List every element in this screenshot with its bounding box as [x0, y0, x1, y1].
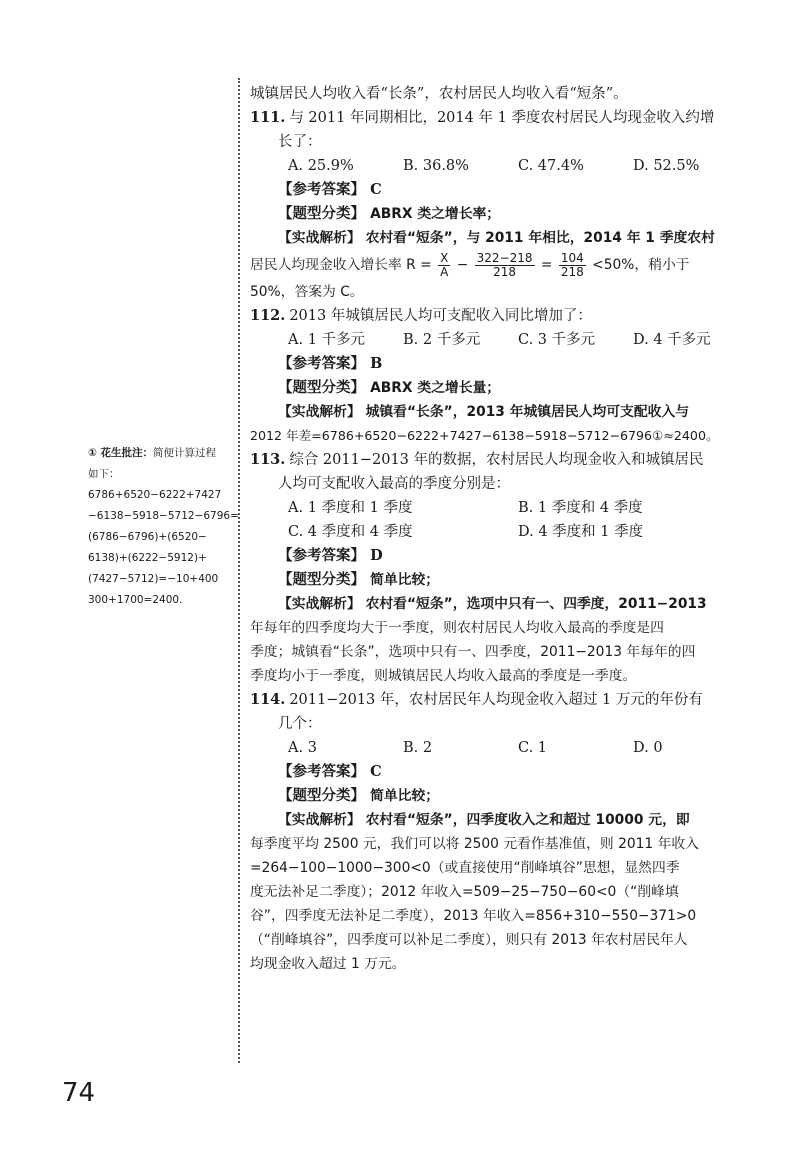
type-113: 【题型分类】 简单比较； — [278, 571, 440, 588]
option-b: B. 1 季度和 4 季度 — [518, 500, 643, 516]
option-a: A. 3 — [288, 740, 317, 756]
option-b: B. 36.8% — [403, 158, 469, 174]
option-d: D. 0 — [633, 740, 663, 756]
page-number: 74 — [62, 1078, 96, 1108]
type-111: 【题型分类】 ABRX 类之增长率； — [278, 205, 501, 222]
analysis-114: 【实战解析】 农村看“短条”，四季度收入之和超过 10000 元，即 — [278, 812, 690, 828]
answer-111: 【参考答案】 C — [278, 181, 382, 198]
option-b: B. 2 千多元 — [403, 332, 481, 348]
question-112: 112. 2013 年城镇居民人均可支配收入同比增加了： — [250, 307, 592, 324]
type-114: 【题型分类】 简单比较； — [278, 787, 440, 804]
intro-line: 城镇居民人均收入看“长条”，农村居民人均收入看“短条”。 — [250, 86, 628, 102]
question-114: 114. 2011−2013 年，农村居民年人均现金收入超过 1 万元的年份有 — [250, 691, 703, 708]
answer-112: 【参考答案】 B — [278, 355, 383, 372]
type-112: 【题型分类】 ABRX 类之增长量； — [278, 379, 501, 396]
answer-113: 【参考答案】 D — [278, 547, 383, 564]
options-113 — [250, 496, 775, 520]
option-c: C. 1 — [518, 740, 548, 756]
analysis-112: 【实战解析】 城镇看“长条”，2013 年城镇居民人均可支配收入与 — [278, 404, 690, 420]
margin-note-label: ① 花生批注： — [88, 447, 154, 459]
option-c: C. 3 千多元 — [518, 332, 596, 348]
answer-114: 【参考答案】 C — [278, 763, 382, 780]
margin-note: ① 花生批注：简便计算过程 如下： 6786+6520−6222+7427 −6138−5918−5712−6796= (6786−6796)+(6520− 6138)+(6222−5912)+ (7427−5712)=−10+400 300+1700=2400. — [88, 447, 239, 606]
options-114 — [250, 736, 775, 760]
option-a: A. 1 千多元 — [288, 332, 366, 348]
question-111: 111. 与 2011 年同期相比，2014 年 1 季度农村居民人均现金收入约增 — [250, 109, 715, 126]
margin-divider — [238, 78, 240, 1063]
option-b: B. 2 — [403, 740, 433, 756]
fraction: $\frac{X}{A}$ — [440, 250, 449, 279]
fraction: $\frac{104}{218}$ — [560, 250, 584, 279]
option-c: C. 4 季度和 4 季度 — [288, 524, 413, 540]
analysis-111: 【实战解析】 农村看“短条”，与 2011 年相比，2014 年 1 季度农村 — [278, 230, 715, 246]
option-d: D. 4 千多元 — [633, 332, 711, 348]
option-a: A. 1 季度和 1 季度 — [288, 500, 413, 516]
main-content: 城镇居民人均收入看“长条”，农村居民人均收入看“短条”。 111. 与 2011 年同期相比，2014 年 1 季度农村居民人均现金收入约增 长了： A. 25.9% B. 36.8% C. 47.4% D. 52.5% 【参考答案】 C 【题型分类】 ABRX 类之增长率； 【实战解析】 农村看“短条”，与 2011 年相比，2014 年 1 季度农村 居民人均现金收入增长率 R = $\frac{X}{A}$ − $\frac{322-218}{218}$ = $\frac{104}{218}$ <50%，稍小于 50%，答案为 C。 112. 2013 年城镇居民人均可支配收入同比增加了： A. 1 千多元 B. 2 千多元 C. 3 千多元 D. 4 千多元 【参考答案】 B 【题型分类】 ABRX 类之增长量； 【实战解析】 城镇看“长条”，2013 年城镇居民人均可支配收入与 2012 年差=6786+6520−6222+7427−6138−5918−5712−6796①≈2400。 113. 综合 2011−2013 年的数据，农村居民人均现金收入和城镇居民 人均可支配收入最高的季度分别是： A. 1 季度和 1 季度 B. 1 季度和 4 季度 C. 4 季度和 4 季度 D. 4 季度和 1 季度 【参考答案】 D 【题型分类】 简单比较； 【实战解析】 农村看“短条”，选项中只有一、四季度，2011−2013 年每年的四季度均大于一季度，则农村居民人均收入最高的季度是四 季度；城镇看“长条”，选项中只有一、四季度，2011−2013 年每年的四 季度均小于一季度，则城镇居民人均收入最高的季度是一季度。 114. 2011−2013 年，农村居民年人均现金收入超过 1 万元的年份有 几个： A. 3 B. 2 C. 1 D. 0 【参考答案】 C 【题型分类】 简单比较； 【实战解析】 农村看“短条”，四季度收入之和超过 10000 元，即 每季度平均 2500 元，我们可以将 2500 元看作基准值，则 2011 年收入 =264−100−1000−300<0（或直接使用“削峰填谷”思想，显然四季 度无法补足二季度）；2012 年收入=509−25−750−60<0（“削峰填 谷”，四季度无法补足二季度），2013 年收入=856+310−550−371>0 （“削峰填谷”，四季度可以补足二季度），则只有 2013 年农村居民年人 均现金收入超过 1 万元。 — [250, 82, 775, 976]
option-d: D. 4 季度和 1 季度 — [518, 524, 644, 540]
options-112 — [250, 328, 775, 352]
fraction: $\frac{322-218}{218}$ — [476, 250, 533, 279]
question-113: 113. 综合 2011−2013 年的数据，农村居民人均现金收入和城镇居民 — [250, 451, 704, 468]
option-c: C. 47.4% — [518, 158, 584, 174]
analysis-113: 【实战解析】 农村看“短条”，选项中只有一、四季度，2011−2013 — [278, 596, 707, 612]
option-a: A. 25.9% — [288, 158, 354, 174]
options-111 — [250, 154, 775, 178]
option-d: D. 52.5% — [633, 158, 700, 174]
